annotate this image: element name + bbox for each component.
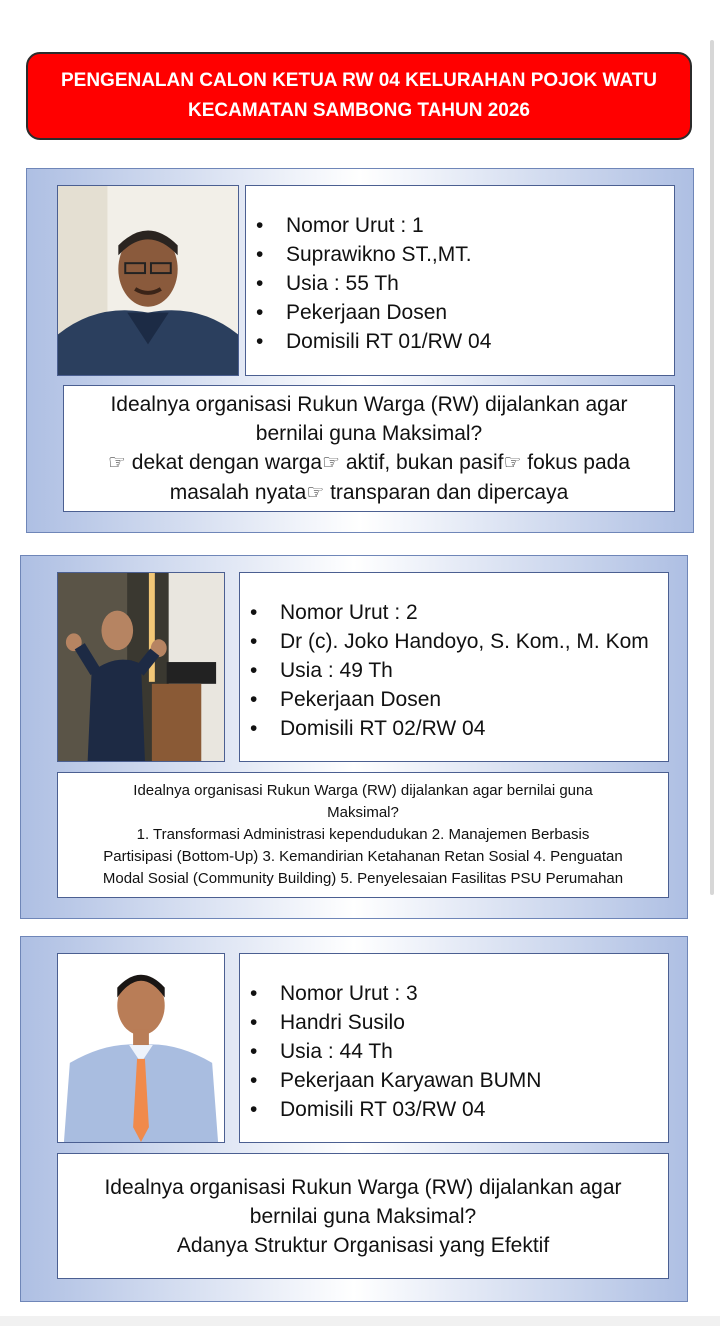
candidate-vision-3: [57, 1153, 669, 1279]
title-line-1: PENGENALAN CALON KETUA RW 04 KELURAHAN POJOK WATU: [60, 70, 658, 91]
pointing-hand-icon: ☞: [322, 451, 341, 474]
vision-line: Idealnya organisasi Rukun Warga (RW) dijalankan agar: [110, 392, 628, 416]
page-title-banner: [26, 52, 692, 140]
candidate-info-3: [239, 953, 669, 1143]
vision-point: masalah nyata: [169, 480, 307, 504]
candidate-name: • Handri Susilo: [240, 1008, 668, 1037]
vision-line: Adanya Struktur Organisasi yang Efektif: [176, 1233, 550, 1257]
vision-point: fokus pada: [527, 450, 630, 474]
title-line-2: KECAMATAN SAMBONG TAHUN 2026: [187, 100, 531, 121]
pointing-hand-icon: ☞: [306, 481, 325, 504]
candidate-occupation: • Pekerjaan Dosen: [246, 298, 674, 327]
vision-line: Maksimal?: [327, 804, 399, 821]
candidate-occupation: • Pekerjaan Dosen: [240, 685, 668, 714]
candidate-photo-3: [57, 953, 225, 1143]
vision-point: dekat dengan warga: [131, 450, 323, 474]
vision-line: 1. Transformasi Administrasi kependudukan 2. Manajemen Berbasis: [136, 826, 590, 843]
vision-point: aktif, bukan pasif: [345, 450, 504, 474]
vision-line: Idealnya organisasi Rukun Warga (RW) dijalankan agar: [104, 1175, 622, 1199]
vision-line: bernilai guna Maksimal?: [249, 1204, 477, 1228]
candidate-age: • Usia : 44 Th: [240, 1037, 668, 1066]
candidate-domicile: • Domisili RT 01/RW 04: [246, 327, 674, 356]
candidate-name: • Suprawikno ST.,MT.: [246, 240, 674, 269]
candidate-card-3: [20, 936, 688, 1302]
candidate-vision-2: [57, 772, 669, 898]
candidate-age: • Usia : 55 Th: [246, 269, 674, 298]
scrollbar[interactable]: [710, 40, 714, 895]
vision-line: bernilai guna Maksimal?: [255, 421, 483, 445]
candidate-info-1: [245, 185, 675, 376]
candidate-info-2: [239, 572, 669, 762]
pointing-hand-icon: ☞: [108, 451, 126, 474]
candidate-photo-2: [57, 572, 225, 762]
candidate-vision-1: [63, 385, 675, 512]
vision-line: Idealnya organisasi Rukun Warga (RW) dijalankan agar bernilai guna: [133, 782, 593, 799]
candidate-card-1: [26, 168, 694, 533]
candidate-age: • Usia : 49 Th: [240, 656, 668, 685]
candidate-domicile: • Domisili RT 03/RW 04: [240, 1095, 668, 1124]
candidate-name: • Dr (c). Joko Handoyo, S. Kom., M. Kom: [240, 627, 668, 656]
candidate-domicile: • Domisili RT 02/RW 04: [240, 714, 668, 743]
vision-point: transparan dan dipercaya: [330, 480, 569, 504]
pointing-hand-icon: ☞: [503, 451, 522, 474]
bottom-strip: [0, 1316, 720, 1326]
vision-line: Modal Sosial (Community Building) 5. Penyelesaian Fasilitas PSU Perumahan: [102, 870, 624, 887]
candidate-photo-1: [57, 185, 239, 376]
candidate-number: • Nomor Urut : 2: [240, 598, 668, 627]
candidate-number: • Nomor Urut : 1: [246, 211, 674, 240]
candidate-number: • Nomor Urut : 3: [240, 979, 668, 1008]
vision-line: Partisipasi (Bottom-Up) 3. Kemandirian Ketahanan Retan Sosial 4. Penguatan: [103, 848, 623, 865]
candidate-occupation: • Pekerjaan Karyawan BUMN: [240, 1066, 668, 1095]
candidate-card-2: [20, 555, 688, 919]
